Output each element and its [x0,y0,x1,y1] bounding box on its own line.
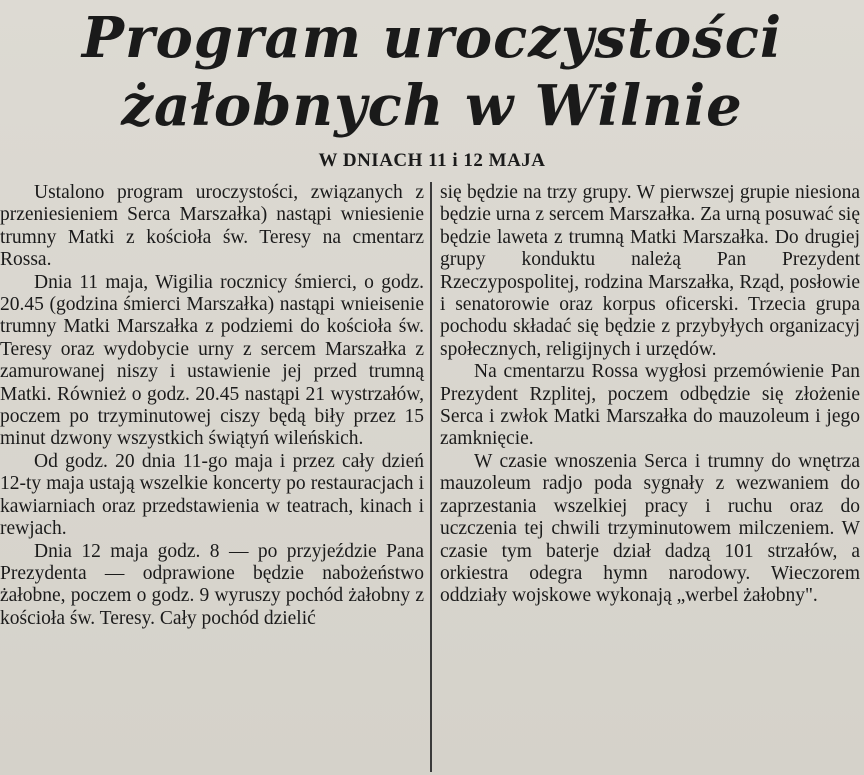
headline-line-1: Program uroczystości [81,5,783,71]
paragraph: W czasie wnoszenia Serca i trumny do wnętrza mauzoleum radjo poda sygnały z wezwaniem do zaprzestania wszelkiej pracy i ruchu oraz do uczczenia tej chwili trzyminutowem milczeniem. W czasie tym baterje dział dadzą 101 strzałów, a orkiestra odegra hymn narodowy. Wieczorem oddziały wojskowe wykonają „werbel żałobny". [440,450,860,607]
headline-line-2: żałobnych w Wilnie [121,73,743,139]
right-column [440,182,860,608]
paragraph: Dnia 11 maja, Wigilia rocznicy śmierci, o godz. 20.45 (godzina śmierci Marszałka) nastąpi wnieisenie trumny Matki Marszałka z podziemi do kościoła św. Teresy oraz wydobycie urny z sercem Marszałka z zamurowanej niszy i ustawienie jej przed trumną Matki. Również o godz. 20.45 nastąpi 21 wystrzałów, poczem po trzyminutowej ciszy będą biły przez 15 minut dzwony wszystkich świątyń wileńskich. [0,271,424,450]
column-divider [430,182,432,772]
paragraph: Na cmentarzu Rossa wygłosi przemówienie Pan Prezydent Rzplitej, poczem odbędzie się złożenie Serca i zwłok Matki Marszałka do mauzoleum i jego zamknięcie. [440,361,860,450]
left-column [0,182,424,630]
paragraph: Dnia 12 maja godz. 8 — po przyjeździe Pana Prezydenta — odprawione będzie nabożeństwo żałobne, poczem o godz. 9 wyruszy pochód żałobny z kościoła św. Teresy. Cały pochód dzielić [0,540,424,629]
subheadline: W DNIACH 11 i 12 MAJA [318,150,546,171]
paragraph: Ustalono program uroczystości, związanych z przeniesieniem Serca Marszałka) nastąpi wniesienie trumny Matki z kościoła św. Teresy na cmentarz Rossa. [0,182,424,271]
paragraph-continuation: się będzie na trzy grupy. W pierwszej grupie niesiona będzie urna z sercem Marszałka. Za urną posuwać się będzie laweta z trumną Matki Marszałka. Do drugiej grupy konduktu należą Pan Prezydent Rzeczypospolitej, rodzina Marszałka, Rząd, posłowie i senatorowie oraz korpus oficerski. Trzecia grupa pochodu składać się będzie z przybyłych organizacyj społecznych, religijnych i urzędów. [440,182,860,360]
paragraph: Od godz. 20 dnia 11-go maja i przez cały dzień 12-ty maja ustają wszelkie koncerty po restauracjach i kawiarniach oraz przedstawienia w teatrach, kinach i rewjach. [0,450,424,540]
